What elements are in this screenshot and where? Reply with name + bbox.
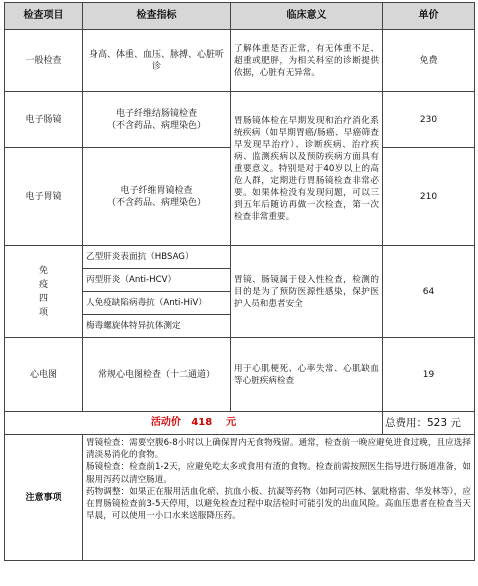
gastroscopy-indicator-line1: 电子纤维胃镜检查: [120, 185, 193, 196]
note-colonoscopy: 肠镜检查：检查前1-2天，应避免吃太多或食用有渣的食物。检查前需按照医生指导进行肠道准备，如服用泻药以清空肠道。: [86, 462, 471, 485]
note-medication: 药物调整：如果正在服用活血化瘀、抗血小板、抗凝等药物（如阿司匹林、氯吡格雷、华发林等），应在胃肠镜检查前3-5天停用，以避免检查过程中取活检时可能引发的出血风险。高血压患者在检查当天早晨，可以使用一小口水来送服降压药。: [86, 486, 471, 522]
colonoscopy-indicator-line2: （不含药品、病理染色）: [106, 120, 206, 131]
ecg-clinical: 用于心肌梗死、心率失常、心肌缺血等心脏疾病检查: [231, 338, 383, 412]
immune-indicator-4: 梅毒螺旋体特异抗体测定: [83, 315, 231, 338]
checkup-price-table: [4, 2, 475, 561]
colonoscopy-indicator-line1: 电子纤维结肠镜检查: [115, 108, 197, 119]
exam-table-wrapper: [4, 2, 474, 582]
general-price: 免费: [383, 30, 475, 92]
header-row: [5, 3, 475, 30]
notes-content: [83, 435, 475, 561]
general-indicator: 身高、体重、血压、脉搏、心脏听诊: [83, 30, 231, 92]
colonoscopy-indicator: [83, 92, 231, 148]
immune-indicator-1: 乙型肝炎表面抗（HBSAG）: [83, 246, 231, 269]
general-clinical: 了解体重是否正常，有无体重不足、超重或肥胖，为相关科室的诊断提供依据，心脏有无异常。: [231, 30, 383, 92]
row-general: [5, 30, 475, 92]
row-immune-1: [5, 246, 475, 269]
total-cost: 总费用：523 元: [383, 412, 475, 435]
immune-indicator-3: 人免疫缺陷病毒抗（Anti-HiV）: [83, 292, 231, 315]
header-price: 单价: [383, 3, 475, 30]
header-clinical: 临床意义: [231, 3, 383, 30]
gastroscopy-item: 电子胃镜: [5, 148, 83, 246]
immune-item-char-4: 项: [38, 307, 48, 318]
immune-item-char-1: 免: [38, 265, 48, 276]
colonoscopy-item: 电子肠镜: [5, 92, 83, 148]
row-notes: [5, 435, 475, 561]
immune-clinical: 胃镜、肠镜属于侵入性检查，检测的目的是为了预防医源性感染，保护医护人员和患者安全: [231, 246, 383, 338]
notes-label: 注意事项: [5, 435, 83, 561]
gastroscopy-indicator-line2: （不含药品、病理染色）: [106, 197, 206, 208]
header-indicator: 检查指标: [83, 3, 231, 30]
ecg-indicator: 常规心电图检查（十二通道）: [83, 338, 231, 412]
gastroscopy-price: 210: [383, 148, 475, 246]
immune-item-char-2: 疫: [38, 279, 48, 290]
promo-unit: 元: [226, 417, 237, 428]
row-promo: [5, 412, 475, 435]
immune-price: 64: [383, 246, 475, 338]
immune-item: [5, 246, 83, 338]
header-item: 检查项目: [5, 3, 83, 30]
general-item: 一般检查: [5, 30, 83, 92]
immune-indicator-2: 丙型肝炎（Anti-HCV）: [83, 269, 231, 292]
endoscopy-clinical: 胃肠镜体检在早期发现和治疗消化系统疾病（如早期胃癌/肠癌、早癌筛查早发现早治疗）、诊断疾病、治疗疾病、监测疾病以及预防疾病方面具有重要意义。特别是对于40岁以上的高危人群，定期进行胃肠镜检查非常必要。如果体检没有发现问题，可以三到五年后随访再做一次检查，第一次检查非常重要。: [231, 92, 383, 246]
immune-item-char-3: 四: [38, 293, 48, 304]
colonoscopy-price: 230: [383, 92, 475, 148]
gastroscopy-indicator: [83, 148, 231, 246]
promo-label: 活动价: [150, 417, 181, 428]
ecg-item: 心电图: [5, 338, 83, 412]
note-gastroscopy: 胃镜检查：需要空腹6-8小时以上确保胃内无食物残留。通常，检查前一晚应避免进食过晚，且应选择清淡易消化的食物。: [86, 438, 471, 461]
promo-amount: 418: [191, 417, 213, 428]
promo-price: [5, 412, 383, 435]
row-ecg: [5, 338, 475, 412]
ecg-price: 19: [383, 338, 475, 412]
row-colonoscopy: [5, 92, 475, 148]
